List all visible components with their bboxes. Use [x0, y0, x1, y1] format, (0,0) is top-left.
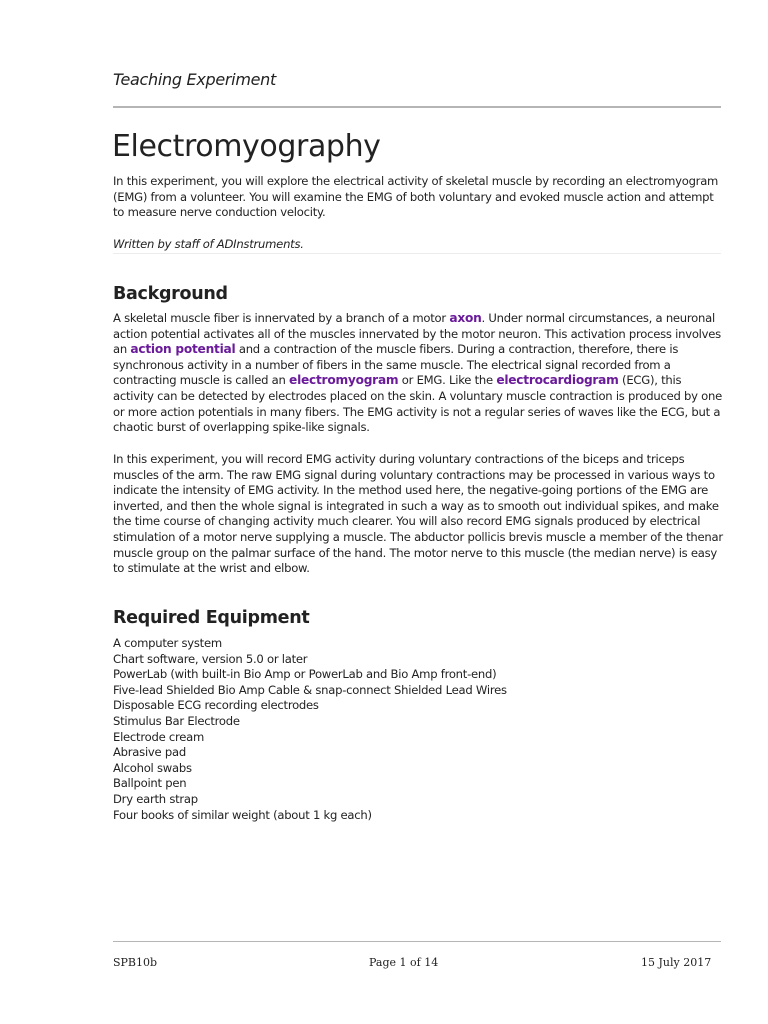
equipment-list: [113, 636, 725, 823]
electrocardiogram-link[interactable]: electrocardiogram: [496, 373, 619, 388]
background-paragraph-1: [113, 311, 725, 436]
page-title: Electromyography: [112, 129, 381, 164]
list-item: Four books of similar weight (about 1 kg each): [113, 807, 372, 822]
header-divider: [113, 106, 721, 108]
action-potential-link[interactable]: action potential: [130, 342, 236, 357]
background-heading: Background: [113, 284, 228, 304]
text-run: A skeletal muscle fiber is innervated by a branch of a motor: [113, 311, 450, 325]
list-item: A computer system: [113, 636, 222, 650]
footer-date: 15 July 2017: [641, 956, 712, 969]
equipment-heading: Required Equipment: [113, 608, 310, 628]
background-paragraph-2: In this experiment, you will record EMG activity during voluntary contractions of the biceps and triceps muscles of the arm. The raw EMG signal during voluntary contractions may be processed in various ways to indicate the intensity of EMG activity. In the method used here, the negative-going portions of the EMG are inverted, and then the whole signal is integrated in such a way as to smooth out individual spikes, and make the time course of changing activity much clearer. You will also record EMG signals produced by electrical stimulation of a motor nerve supplying a muscle. The abductor pollicis brevis muscle a member of the thenar muscle group on the palmar surface of the hand. The motor nerve to this muscle (the median nerve) is easy to stimulate at the wrist and elbow.: [113, 452, 723, 576]
intro-paragraph: In this experiment, you will explore the electrical activity of skeletal muscle by recording an electromyogram (EMG) from a volunteer. You will examine the EMG of both voluntary and evoked muscle action and attempt to measure nerve conduction velocity.: [113, 174, 719, 220]
axon-link[interactable]: axon: [449, 311, 482, 325]
list-item: Chart software, version 5.0 or later: [113, 651, 308, 666]
text-run: and a contraction of the muscle fibers. During a contraction, therefore, there is synchronous activity in a number of fibers in the same muscle. The electrical signal recorded from a contracting muscle is called an: [113, 342, 679, 388]
list-item: Alcohol swabs: [113, 760, 192, 775]
header-label: Teaching Experiment: [113, 70, 276, 89]
list-item: Stimulus Bar Electrode: [113, 713, 240, 728]
list-item: Dry earth strap: [113, 791, 198, 806]
text-run: (ECG), this activity can be detected by electrodes placed on the skin. A voluntary muscle contraction is produced by one or more action potentials in many fibers. The EMG activity is not a regular series of waves like the ECG, but a chaotic burst of overlapping spike-like signals.: [113, 373, 722, 435]
electromyogram-link[interactable]: electromyogram: [289, 373, 399, 388]
list-item: Disposable ECG recording electrodes: [113, 698, 319, 713]
list-item: Abrasive pad: [113, 745, 186, 760]
text-run: . Under normal circumstances, a neuronal action potential activates all of the muscles innervated by the motor neuron. This activation process involves an: [113, 311, 721, 357]
intro-divider: [113, 253, 721, 254]
list-item: Electrode cream: [113, 729, 205, 744]
list-item: PowerLab (with built-in Bio Amp or PowerLab and Bio Amp front-end): [113, 667, 497, 682]
byline: Written by staff of ADInstruments.: [113, 237, 304, 251]
list-item: Ballpoint pen: [113, 776, 187, 791]
footer-doc-code: SPB10b: [113, 956, 158, 969]
list-item: Five-lead Shielded Bio Amp Cable & snap-connect Shielded Lead Wires: [113, 682, 507, 697]
footer-page-number: Page 1 of 14: [369, 956, 439, 969]
text-run: or EMG. Like the: [398, 373, 497, 388]
footer-divider: [113, 941, 721, 942]
